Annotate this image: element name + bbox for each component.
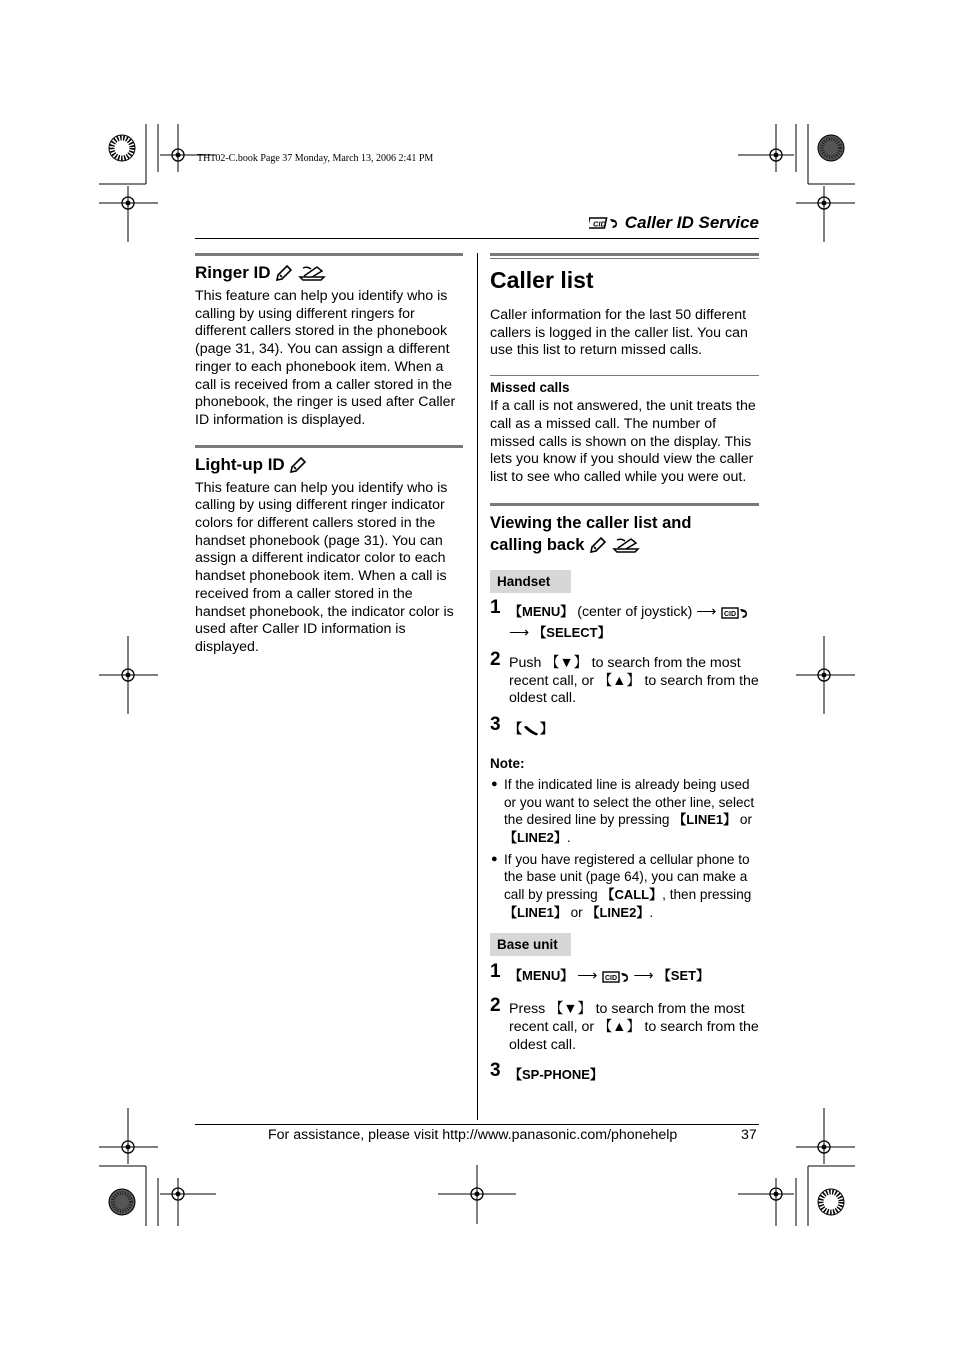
base-step-3: [490, 1060, 759, 1085]
header-rule: [195, 238, 759, 239]
step-text: Press 【▼】 to search from the most recent call, or 【▲】 to search from the oldest call.: [509, 1001, 759, 1053]
step-number: 2: [490, 649, 501, 671]
base-step-1: [490, 961, 759, 989]
base-unit-icon: [298, 265, 326, 286]
lightup-id-body: This feature can help you identify who is calling by using different ringer indicator colors for different callers stored in the handset phonebook (page 31). You can assign a different indicator color to each handset phonebook item. When a call is received from a caller stored in the handset phonebook, the indicator color is used after Caller ID information is displayed.: [195, 479, 454, 655]
left-column: [195, 253, 463, 657]
step-number: 2: [490, 995, 501, 1017]
column-divider: [477, 253, 478, 1120]
missed-calls-heading: Missed calls: [490, 380, 570, 396]
section-rule: [195, 253, 463, 256]
select-key: 【SELECT】: [533, 625, 611, 641]
caller-id-icon: [589, 215, 621, 235]
lightup-id-heading: [195, 455, 463, 478]
step-number: 3: [490, 1060, 501, 1082]
handset-step-2: [490, 649, 759, 708]
lightup-id-title: Light-up ID: [195, 454, 285, 474]
bullet-icon: ●: [491, 777, 498, 790]
talk-icon: [522, 723, 540, 741]
running-head: [589, 213, 759, 235]
missed-calls-body: If a call is not answered, the unit treats the call as a missed call. The number of missed calls is shown on the display. This lets you know if you should view the caller list to see who called while you were out.: [490, 398, 756, 485]
footer-rule: [195, 1124, 759, 1125]
arrow-icon: ⟶: [696, 603, 717, 620]
svg-text:CID: CID: [723, 610, 736, 618]
base-unit-icon: [612, 537, 640, 559]
section-rule: [195, 445, 463, 448]
running-head-text: Caller ID Service: [624, 213, 759, 232]
print-header: TH102-C.book Page 37 Monday, March 13, 2006 2:41 PM: [197, 153, 434, 164]
step-number: 1: [490, 596, 501, 618]
caller-list-intro: Caller information for the last 50 different callers is logged in the caller list. You can use this list to return missed calls.: [490, 307, 748, 359]
caller-list-title: Caller list: [490, 267, 594, 293]
base-unit-tab: Base unit: [490, 933, 571, 956]
arrow-icon: ⟶: [577, 968, 598, 985]
page-number: 37: [741, 1127, 757, 1143]
set-key: 【SET】: [657, 968, 710, 984]
bullet-icon: ●: [491, 852, 498, 865]
step-text: (center of joystick): [573, 603, 697, 620]
caller-id-icon: [721, 607, 749, 625]
note-item-2: ● If you have registered a cellular phone to the base unit (page 64), you can make a call by pressing 【CALL】, then pressing 【LINE1】 or 【LINE2】.: [491, 851, 752, 920]
step-text: Push 【▼】 to search from the most recent call, or 【▲】 to search from the oldest call.: [509, 655, 759, 707]
viewing-title-line1: Viewing the caller list and: [490, 513, 692, 532]
ringer-id-body: This feature can help you identify who is calling by using different ringers for different callers stored in the phonebook (page 31, 34). You can assign a different ringer to each phonebook item. When a call is received from a caller stored in the phonebook, the ringer is used after Caller ID information is displayed.: [195, 288, 456, 428]
svg-text:CID: CID: [592, 219, 606, 229]
base-step-2: [490, 995, 759, 1054]
step-number: 3: [490, 714, 501, 736]
menu-key: 【MENU】: [509, 968, 574, 984]
handset-step-3: [490, 714, 759, 741]
handset-icon: [275, 265, 293, 286]
ringer-id-title: Ringer ID: [195, 263, 271, 282]
caller-id-icon: [602, 971, 630, 989]
arrow-icon: ⟶: [509, 625, 530, 642]
talk-key: 【 】: [509, 721, 553, 736]
section-rule: [490, 253, 759, 259]
sp-phone-key: 【SP-PHONE】: [509, 1067, 603, 1083]
handset-step-1: [490, 596, 759, 643]
ringer-id-heading: [195, 263, 463, 286]
viewing-heading: [490, 512, 759, 559]
handset-icon: [289, 457, 307, 478]
svg-text:CID: CID: [604, 975, 617, 983]
section-rule: [490, 503, 759, 506]
right-column: [490, 253, 759, 1085]
handset-tab: Handset: [490, 570, 571, 593]
arrow-icon: ⟶: [633, 968, 654, 985]
menu-key: 【MENU】: [509, 603, 574, 619]
note-heading: Note:: [490, 755, 525, 771]
section-rule: [490, 375, 759, 376]
viewing-title-line2: calling back: [490, 535, 585, 554]
note-item-1: ● If the indicated line is already being used or you want to select the other line, select the desired line by pressing 【LINE1】 or 【LINE2】.: [491, 776, 755, 845]
footer-assistance: For assistance, please visit http://www.panasonic.com/phonehelp: [268, 1127, 678, 1143]
step-number: 1: [490, 961, 501, 983]
handset-icon: [589, 537, 607, 559]
